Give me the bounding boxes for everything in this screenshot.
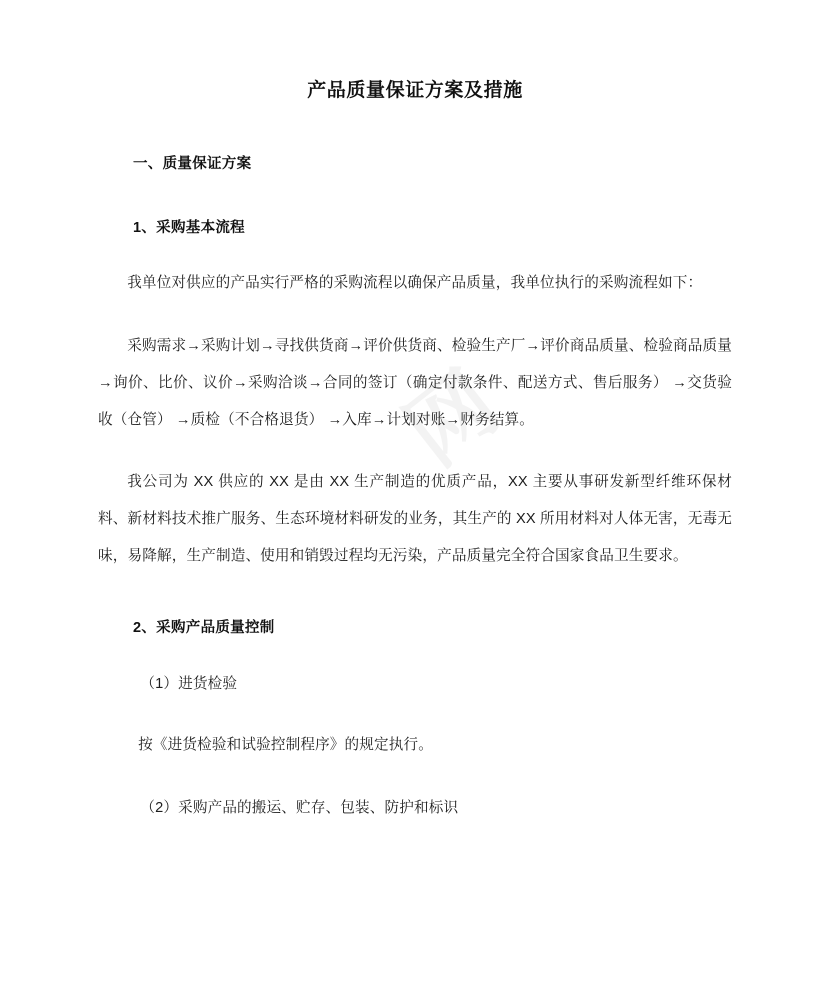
paragraph-procurement-flow: 采购需求→采购计划→寻找供货商→评价供货商、检验生产厂→评价商品质量、检验商品质量→询价、比价、议价→采购洽谈→合同的签订（确定付款条件、配送方式、售后服务） →交货验收（仓管） →质检（不合格退货） →入库→计划对账→财务结算。	[98, 338, 732, 429]
heading-quality-assurance-plan: 一、质量保证方案	[133, 155, 252, 172]
paragraph-procurement-intro: 我单位对供应的产品实行严格的采购流程以确保产品质量，我单位执行的采购流程如下：	[127, 275, 703, 292]
list-item-handling-storage-packaging: （2）采购产品的搬运、贮存、包装、防护和标识	[140, 799, 459, 816]
heading-procurement-quality-control: 2、采购产品质量控制	[133, 620, 275, 637]
paragraph-supplier-description: 我公司为 XX 供应的 XX 是由 XX 生产制造的优质产品，XX 主要从事研发新型纤维环保材料、新材料技术推广服务、生态环境材料研发的业务，其生产的 XX 所用材料对人体无害，无毒无味，易降解，生产制造、使用和销毁过程均无污染，产品质量完全符合国家食品卫生要求。	[98, 474, 732, 565]
document-title: 产品质量保证方案及措施	[307, 80, 523, 101]
paragraph-incoming-inspection-body: 按《进货检验和试验控制程序》的规定执行。	[138, 736, 434, 753]
heading-procurement-basic-process: 1、采购基本流程	[133, 220, 245, 237]
list-item-incoming-inspection: （1）进货检验	[140, 675, 238, 692]
